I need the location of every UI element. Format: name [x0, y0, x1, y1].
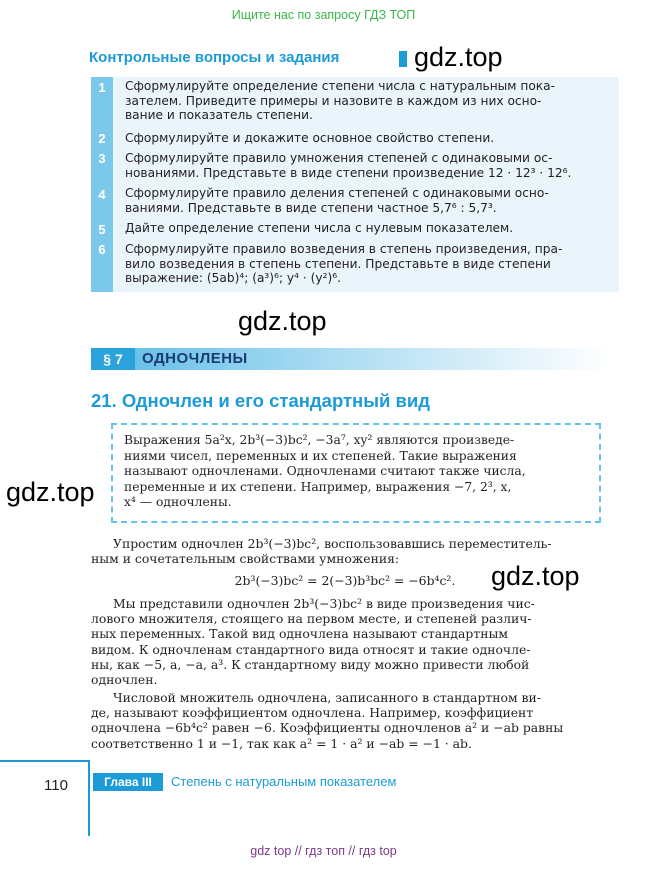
- question-number: 5: [98, 222, 106, 237]
- page-number: 110: [44, 777, 68, 794]
- body-line: Числовой множитель одночлена, записанного в стандартном ви-: [113, 689, 541, 705]
- definition-text: [124, 433, 592, 511]
- body-line: одночлен.: [91, 672, 158, 688]
- question-number: 1: [98, 80, 106, 95]
- heading-accent-bar: [399, 51, 407, 67]
- question-line: ваниями. Представьте в виде степени частное 5,7⁶ : 5,7³.: [125, 200, 497, 215]
- question-line: Сформулируйте правило возведения в степень произведения, пра-: [125, 242, 563, 256]
- footer-vertical-rule: [88, 760, 90, 836]
- question-line: вило возведения в степень степени. Представьте в виде степени: [125, 256, 551, 271]
- definition-line: Выражения 5a²x, 2b³(−3)bc², −3a⁷, xy² являются произведе-: [124, 433, 515, 447]
- bottom-banner: gdz top // гдз топ // гдз top: [250, 844, 397, 858]
- question-line: Дайте определение степени числа с нулевым показателем.: [125, 221, 514, 235]
- watermark: gdz.top: [6, 477, 95, 507]
- question-line: выражение: (5ab)⁴; (a³)⁶; y⁴ · (y²)⁶.: [125, 271, 342, 286]
- paragraph-title: 21. Одночлен и его стандартный вид: [91, 390, 431, 411]
- body-line: ны, как −5, a, −a, a³. К стандартному виду можно привести любой: [91, 657, 530, 673]
- footer-rule: [0, 760, 90, 762]
- body-paragraph-3: [91, 690, 599, 751]
- section-number: § 7: [91, 348, 135, 370]
- question-item: [125, 131, 603, 146]
- body-line: видом. К одночленам стандартного вида относят и такие одночле-: [91, 641, 531, 657]
- question-number: 2: [98, 131, 106, 146]
- question-line: зателем. Приведите примеры и назовите в каждом из них осно-: [125, 93, 542, 108]
- body-line: соответственно 1 и −1, так как a² = 1 · a² и −ab = −1 · ab.: [91, 735, 472, 751]
- question-number: 6: [98, 242, 106, 257]
- watermark: gdz.top: [238, 306, 327, 336]
- body-line: ных переменных. Такой вид одночлена называют стандартным: [91, 626, 508, 642]
- question-number: 3: [98, 151, 106, 166]
- definition-line: переменные и их степени. Например, выражения −7, 2³, x,: [124, 479, 512, 494]
- question-line: вание и показатель степени.: [125, 108, 313, 123]
- watermark: gdz.top: [491, 561, 580, 591]
- question-item: [125, 221, 603, 236]
- question-line: Сформулируйте правило умножения степеней с одинаковыми ос-: [125, 151, 553, 165]
- formula: 2b³(−3)bc² = 2(−3)b³bc² = −6b⁴c².: [234, 572, 456, 588]
- question-line: нованиями. Представьте в виде степени произведение 12 · 12³ · 12⁶.: [125, 165, 572, 180]
- chapter-title: Степень с натуральным показателем: [171, 774, 397, 789]
- question-line: Сформулируйте правило деления степеней с одинаковыми осно-: [125, 186, 549, 200]
- question-item: [125, 79, 603, 123]
- watermark: gdz.top: [414, 42, 503, 72]
- body-line: Упростим одночлен 2b³(−3)bc², воспользовавшись переместитель-: [113, 536, 552, 551]
- question-line: Сформулируйте и докажите основное свойство степени.: [125, 131, 495, 145]
- questions-heading: Контрольные вопросы и задания: [89, 49, 340, 66]
- body-line: ным и сочетательным свойствами умножения:: [91, 551, 400, 567]
- definition-line: называют одночленами. Одночленами считают также числа,: [124, 464, 526, 478]
- body-paragraph-2: [91, 596, 599, 688]
- question-number: 4: [98, 187, 106, 202]
- body-line: де, называют коэффициентом одночлена. Например, коэффициент: [91, 704, 534, 720]
- top-banner: Ищите нас по запросу ГДЗ ТОП: [231, 8, 416, 22]
- chapter-badge: Глава III: [93, 773, 163, 791]
- question-item: [125, 242, 603, 286]
- question-line: Сформулируйте определение степени числа с натуральным пока-: [125, 79, 556, 93]
- definition-line: ниями чисел, переменных и их степеней. Такие выражения: [124, 448, 517, 463]
- questions-number-column: [91, 77, 113, 292]
- body-line: Мы представили одночлен 2b³(−3)bc² в виде произведения чис-: [113, 595, 535, 611]
- definition-line: x⁴ — одночлены.: [124, 495, 232, 509]
- section-title: ОДНОЧЛЕНЫ: [142, 350, 248, 367]
- question-item: [125, 186, 603, 215]
- body-line: лового множителя, стоящего на первом месте, и степеней различ-: [91, 611, 532, 627]
- body-line: одночлена −6b⁴c² равен −6. Коэффициенты одночленов a² и −ab равны: [91, 720, 564, 736]
- question-item: [125, 151, 603, 180]
